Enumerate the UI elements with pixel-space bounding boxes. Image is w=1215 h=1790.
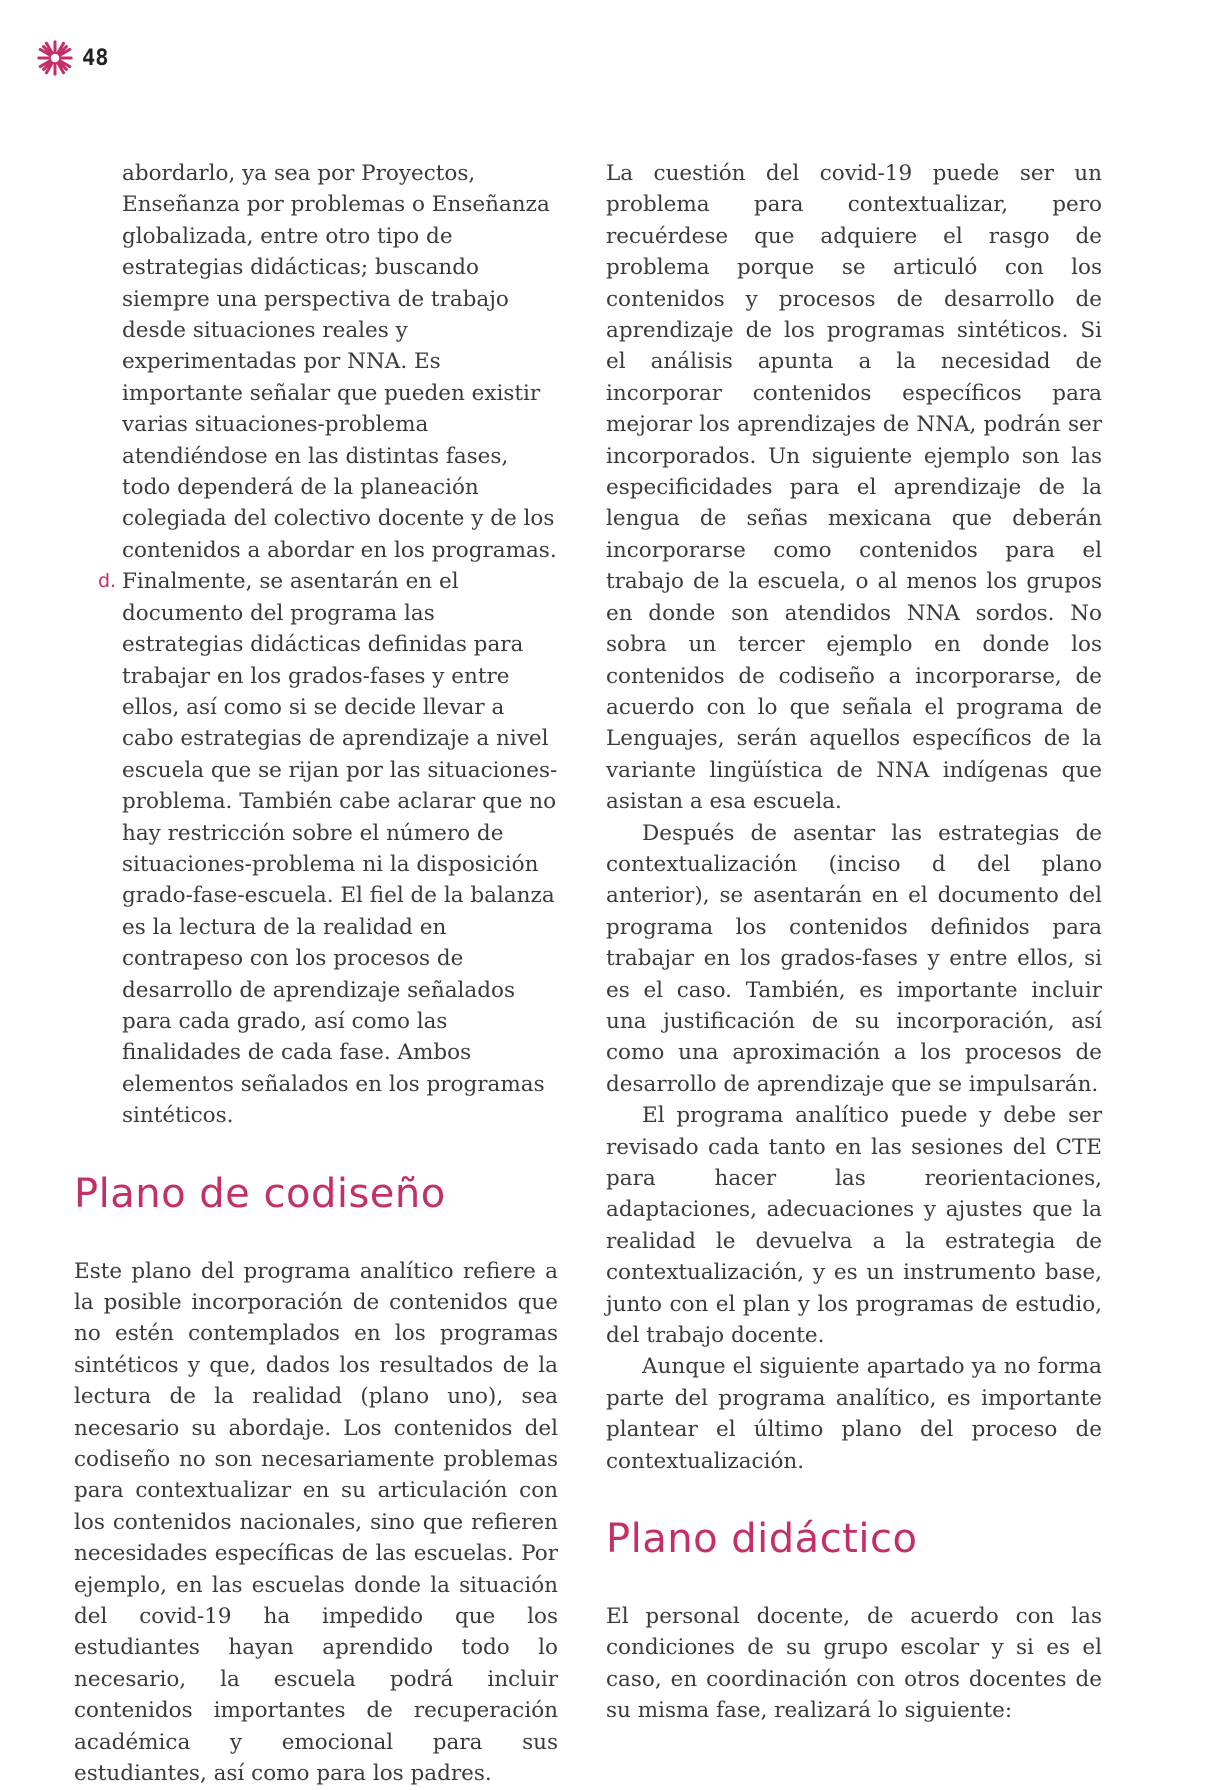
siguiente-apartado-paragraph: Aunque el siguiente apartado ya no forma parte del programa analítico, es importante plantear el último plano del proceso de contextualización. xyxy=(606,1354,1102,1474)
list-item-d-text: Finalmente, se asentarán en el documento del programa las estrategias didácticas definidas para trabajar en los grados-fases y entre ellos, así como si se decide llevar a cabo estrategias de aprendizaje a nivel escuela que se rijan por las situaciones-problema. También cabe aclarar que no hay restricción sobre el número de situaciones-problema ni la disposición grado-fase-escuela. El fiel de la balanza es la lectura de la realidad en contrapeso con los procesos de desarrollo de aprendizaje señalados para cada grado, así como las finalidades de cada fase. Ambos elementos señalados en los programas sintéticos. xyxy=(122,569,558,1129)
didactico-paragraph: El personal docente, de acuerdo con las condiciones de su grupo escolar y si es el caso, en coordinación con otros docentes de su misma fase, realizará lo siguiente: xyxy=(606,1604,1102,1724)
left-column xyxy=(74,158,558,1790)
contextualizacion-paragraph: Después de asentar las estrategias de contextualización (inciso d del plano anterior), se asentarán en el documento del programa los contenidos definidos para trabajar en los grados-fases y entre ellos, si es el caso. También, es importante incluir una justificación de su incorporación, así como una aproximación a los procesos de desarrollo de aprendizaje que se impulsarán. xyxy=(606,820,1102,1097)
page-header xyxy=(36,38,109,78)
section-heading-plano-didactico: Plano didáctico xyxy=(606,1516,918,1563)
list-item-c-continuation: abordarlo, ya sea por Proyectos, Enseñanza por problemas o Enseñanza globalizada, entre otro tipo de estrategias didácticas; buscando siempre una perspectiva de trabajo desde situaciones reales y experimentadas por NNA. Es importante señalar que pueden existir varias situaciones-problema atendiéndose en las distintas fases, todo dependerá de la planeación colegiada del colectivo docente y de los contenidos a abordar en los programas. xyxy=(122,161,557,563)
right-column xyxy=(606,158,1102,1727)
page-number: 48 xyxy=(82,45,109,71)
asterisk-flower-icon xyxy=(36,39,74,77)
covid-paragraph: La cuestión del covid-19 puede ser un problema para contextualizar, pero recuérdese que adquiere el rasgo de problema porque se articuló con los contenidos y procesos de desarrollo de aprendizaje de los programas sintéticos. Si el análisis apunta a la necesidad de incorporar contenidos específicos para mejorar los aprendizajes de NNA, podrán ser incorporados. Un siguiente ejemplo son las especificidades para el aprendizaje de la lengua de señas mexicana que deberán incorporarse como contenidos para el trabajo de la escuela, o al menos los grupos en donde son atendidos NNA sordos. No sobra un tercer ejemplo en donde los contenidos de codiseño a incorporarse, de acuerdo con lo que señala el programa de Lenguajes, serán aquellos específicos de la variante lingüística de NNA indígenas que asistan a esa escuela. xyxy=(606,161,1102,815)
section-heading-plano-codiseno: Plano de codiseño xyxy=(74,1170,446,1217)
codiseno-paragraph: Este plano del programa analítico refiere a la posible incorporación de contenidos que no estén contemplados en los programas sintéticos y que, dados los resultados de la lectura de la realidad (plano uno), sea necesario su abordaje. Los contenidos del codiseño no son necesariamente problemas para contextualizar en su articulación con los contenidos nacionales, sino que refieren necesidades específicas de las escuelas. Por ejemplo, en las escuelas donde la situación del covid-19 ha impedido que los estudiantes hayan aprendido todo lo necesario, la escuela podrá incluir contenidos importantes de recuperación académica y emocional para sus estudiantes, así como para los padres. xyxy=(74,1258,558,1787)
programa-analitico-paragraph: El programa analítico puede y debe ser revisado cada tanto en las sesiones del CTE para hacer las reorientaciones, adaptaciones, adecuaciones y ajustes que la realidad le devuelva a la estrategia de contextualización, y es un instrumento base, junto con el plan y los programas de estudio, del trabajo docente. xyxy=(606,1103,1102,1349)
list-item-d xyxy=(98,566,558,1131)
list-marker-d: d. xyxy=(98,570,117,593)
